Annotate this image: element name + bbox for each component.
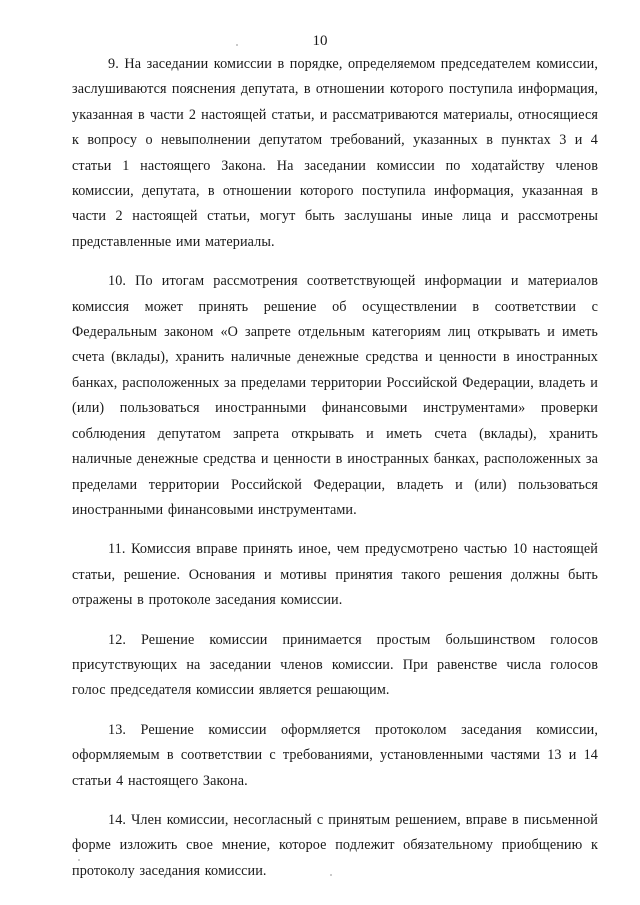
scan-speck <box>330 874 332 876</box>
scan-speck <box>78 859 80 861</box>
scan-speck <box>236 44 238 46</box>
page-number: 10 <box>312 33 328 49</box>
paragraph-13: 13. Решение комиссии оформляется протоколом заседания комиссии, оформляемым в соответствии с требованиями, установленными частями 13 и 14 статьи 4 настоящего Закона. <box>72 721 598 789</box>
paragraph-12: 12. Решение комиссии принимается простым большинством голосов присутствующих на заседании членов комиссии. При равенстве числа голосов голос председателя комиссии является решающим. <box>72 631 598 699</box>
paragraph-14: 14. Член комиссии, несогласный с принятым решением, вправе в письменной форме изложить свое мнение, которое подлежит обязательному приобщению к протоколу заседания комиссии. <box>72 811 598 879</box>
paragraph-11: 11. Комиссия вправе принять иное, чем предусмотрено частью 10 настоящей статьи, решение. Основания и мотивы принятия такого решения должны быть отражены в протоколе заседания комиссии. <box>72 541 598 609</box>
paragraph-10: 10. По итогам рассмотрения соответствующей информации и материалов комиссия может принять решение об осуществлении в соответствии с Федеральным законом «О запрете отдельным категориям лиц открывать и иметь счета (вклады), хранить наличные денежные средства и ценности в иностранных банках, расположенных за пределами территории Российской Федерации, владеть и (или) пользоваться иностранными финансовыми инструментами» проверки соблюдения депутатом запрета открывать и иметь счета (вклады), хранить наличные денежные средства и ценности в иностранных банках, расположенных за пределами территории Российской Федерации, владеть и (или) пользоваться иностранными финансовыми инструментами. <box>72 273 598 518</box>
document-body <box>72 52 598 898</box>
paragraph-9: 9. На заседании комиссии в порядке, определяемом председателем комиссии, заслушиваются пояснения депутата, в отношении которого поступила информация, указанная в части 2 настоящей статьи, и рассматриваются материалы, относящиеся к вопросу о невыполнении депутатом требований, указанных в пунктах 3 и 4 статьи 1 настоящего Закона. На заседании комиссии по ходатайству членов комиссии, депутата, в отношении которого поступила информация, указанная в части 2 настоящей статьи, могут быть заслушаны иные лица и рассмотрены представленные ими материалы. <box>72 56 598 250</box>
